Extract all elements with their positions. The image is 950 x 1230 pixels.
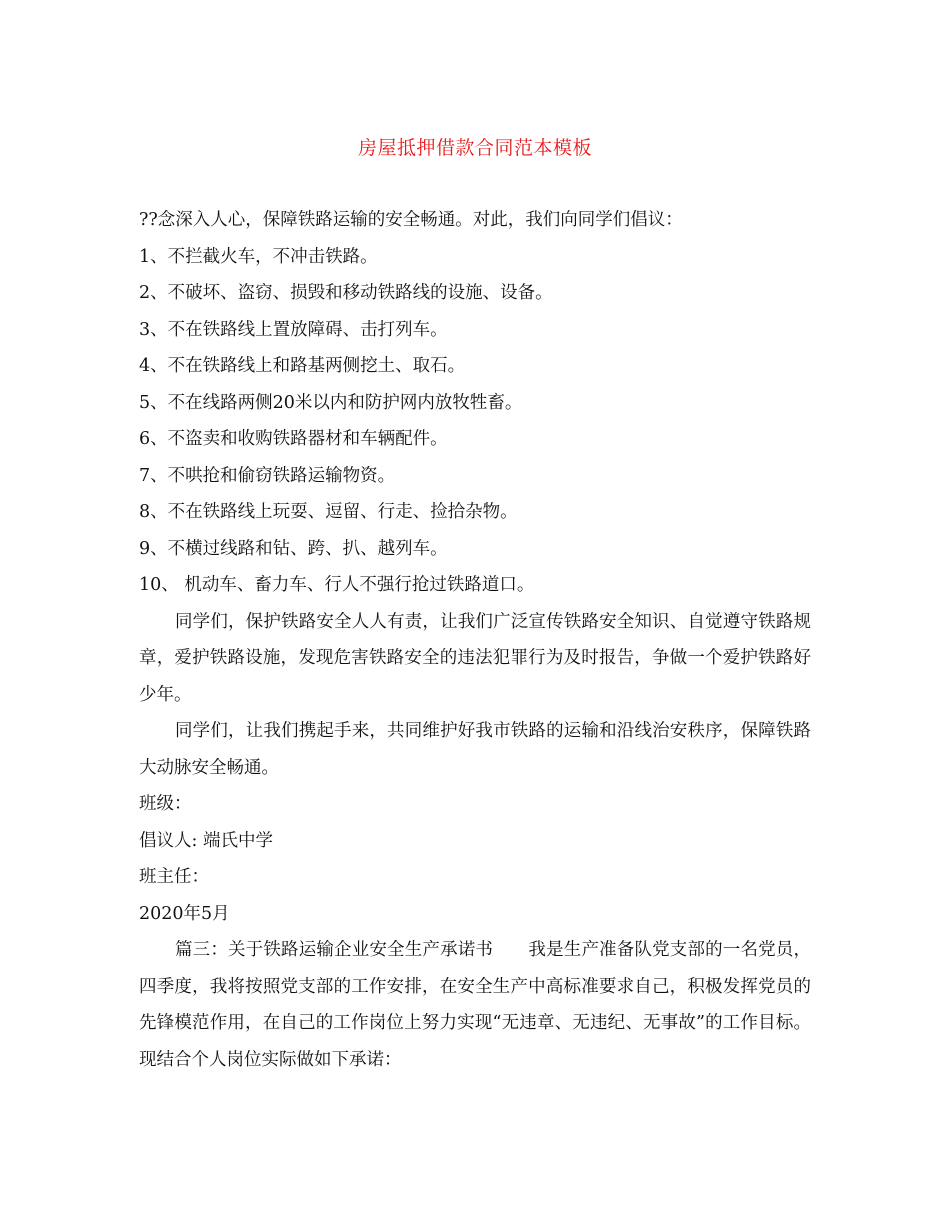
- list-item: 10、 机动车、畜力车、行人不强行抢过铁路道口。: [139, 575, 535, 595]
- list-item: 2、不破坏、盗窃、损毁和移动铁路线的设施、设备。: [139, 283, 553, 303]
- proposer-line: 倡议人: 端氏中学: [139, 830, 273, 851]
- list-item: 5、不在线路两侧20米以内和防护网内放牧牲畜。: [139, 392, 523, 413]
- list-item: 9、不横过线路和钻、跨、扒、越列车。: [139, 538, 448, 559]
- body-paragraph: 篇三：关于铁路运输企业安全生产承诺书 我是生产准备队党支部的一名党员，四季度，我将按照党支部的工作安排，在安全生产中高标准要求自己，积极发挥党员的先锋模范作用，在自己的工作岗位上努力实现“无违章、无违纪、无事故”的工作目标。现结合个人岗位实际做如下承诺：: [139, 940, 811, 1070]
- teacher-label: 班主任：: [139, 867, 209, 887]
- intro-paragraph: ??念深入人心，保障铁路运输的安全畅通。对此，我们向同学们倡议：: [139, 210, 683, 230]
- list-item: 8、不在铁路线上玩耍、逗留、行走、捡拾杂物。: [139, 502, 518, 522]
- date-line: 2020年5月: [139, 903, 230, 924]
- class-label: 班级：: [139, 794, 192, 814]
- list-item: 6、不盗卖和收购铁路器材和车辆配件。: [139, 429, 448, 449]
- body-paragraph: 同学们，让我们携起手来，共同维护好我市铁路的运输和沿线治安秩序，保障铁路大动脉安全畅通。: [139, 721, 811, 778]
- body-paragraph: 同学们，保护铁路安全人人有责，让我们广泛宣传铁路安全知识、自觉遵守铁路规章，爱护铁路设施，发现危害铁路安全的违法犯罪行为及时报告，争做一个爱护铁路好少年。: [139, 611, 811, 705]
- list-item: 7、不哄抢和偷窃铁路运输物资。: [139, 465, 396, 486]
- list-item: 3、不在铁路线上置放障碍、击打列车。: [139, 319, 448, 340]
- document-body: [139, 202, 811, 1078]
- document-title: 房屋抵押借款合同范本模板: [357, 137, 592, 159]
- list-item: 4、不在铁路线上和路基两侧挖土、取石。: [139, 356, 466, 376]
- list-item: 1、不拦截火车，不冲击铁路。: [139, 246, 378, 267]
